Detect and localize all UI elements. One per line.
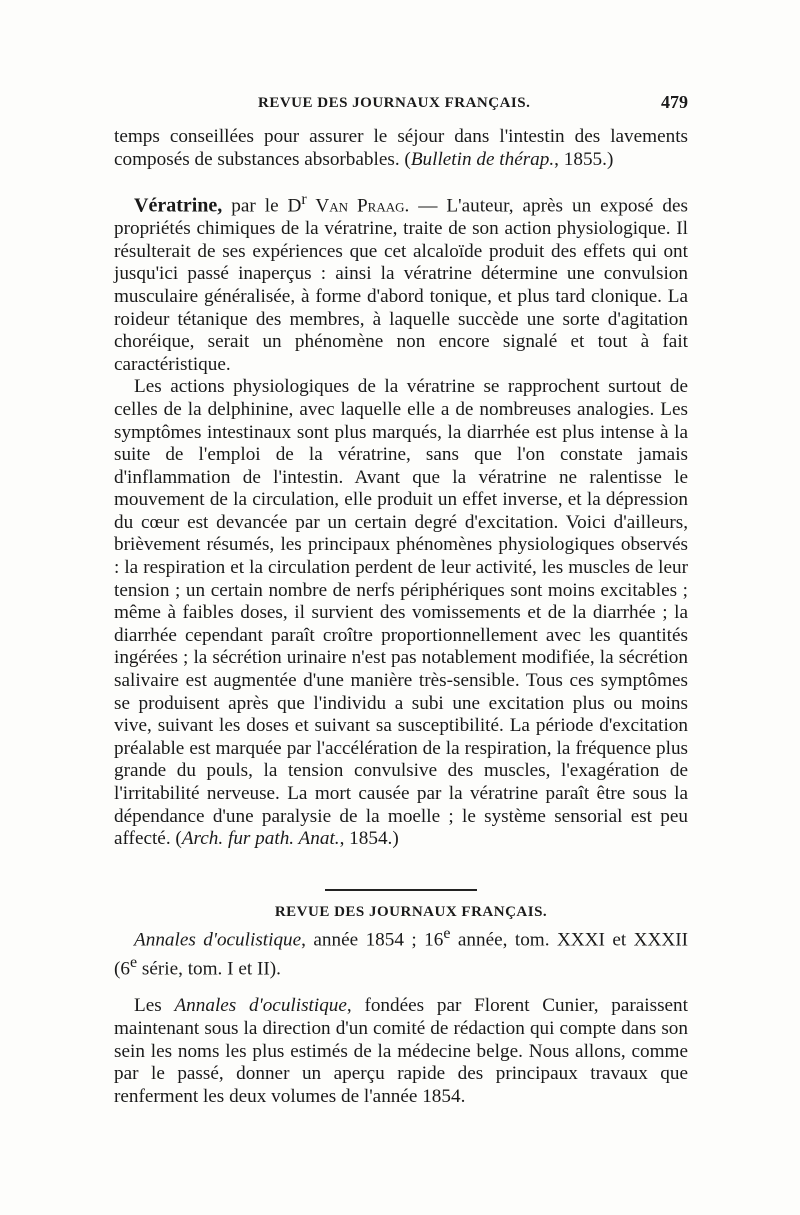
journal-title: Annales d'oculistique	[174, 995, 347, 1017]
running-title: REVUE DES JOURNAUX FRANÇAIS.	[258, 95, 531, 111]
annales-paragraph: Les Annales d'oculistique, fondées par Florent Cunier, paraissent maintenant sous la direction d'un comité de rédaction qui compte dans son sein les noms les plus estimés de la médecine belge. Nous allons, comme par le passé, donner un aperçu rapide des principaux travaux que renferment les deux volumes de l'année 1854.	[114, 995, 688, 1107]
article-veratrine-paragraph: Vératrine, par le $D^r$ Van Praag. — L'auteur, après un exposé des propriétés chimiques de la vératrine, traite de son action physiologique. Il résulterait de ses expériences que cet alcaloïde produit des effets qui ont jusqu'ici passé inaperçus : ainsi la vératrine détermine une convulsion musculaire généralisée, à forme d'abord tonique, et plus tard clonique. La roideur tétanique des membres, à laquelle succède une sorte d'agitation choréique, serait un phénomène non encore signalé et tout à fait caractéristique.	[114, 191, 688, 375]
annales-title-paragraph: Annales d'oculistique, année 1854 ; 16e année, tom. XXXI et XXXII (6e série, tom. I et II).	[114, 925, 688, 980]
page-number: 479	[661, 92, 688, 112]
article-heading: Vératrine,	[134, 194, 223, 217]
separator-rule	[325, 889, 477, 891]
continuation-paragraph: temps conseillées pour assurer le séjour dans l'intestin des lavements composés de substances absorbables. (Bulletin de thérap., 1855.)	[114, 126, 688, 170]
citation: Bulletin de thérap.	[410, 148, 555, 170]
citation: Arch. fur path. Anat.	[181, 828, 340, 850]
paragraph-gap	[114, 171, 688, 189]
section-separator	[114, 851, 688, 901]
body-text	[114, 126, 688, 1108]
section-heading: REVUE DES JOURNAUX FRANÇAIS.	[274, 903, 548, 920]
paragraph-gap	[114, 981, 688, 995]
running-head	[118, 92, 688, 119]
article-veratrine-paragraph-2: Les actions physiologiques de la vératrine se rapprochent surtout de celles de la delphinine, avec laquelle elle a de nombreuses analogies. Les symptômes intestinaux sont plus marqués, la diarrhée est plus intense à la suite de l'emploi de la vératrine, sans que l'on constate jamais d'inflammation de l'intestin. Avant que la vératrine ne ralentisse le mouvement de la circulation, elle produit un effet inverse, et la dépression du cœur est devancée par un certain degré d'excitation. Voici d'ailleurs, brièvement résumés, les principaux phénomènes physiologiques observés : la respiration et la circulation perdent de leur activité, les muscles de leur tension ; un certain nombre de nerfs périphériques sont moins excitables ; même à faibles doses, il survient des vomissements et de la diarrhée ; la diarrhée cependant paraît croître proportionnellement avec les quantités ingérées ; la sécrétion urinaire n'est pas notablement modifiée, la sécrétion salivaire est augmentée d'une manière très-sensible. Tous ces symptômes se produisent après que l'individu a subi une excitation plus ou moins vive, suivant les doses et suivant sa susceptibilité. La période d'excitation préalable est marquée par l'accélération de la respiration, la fréquence plus grande du pouls, la tension convulsive des muscles, l'exagération de l'irritabilité nerveuse. La mort causée par la vératrine paraît être sous la dépendance d'une paralysie de la moelle ; le système sensorial est peu affecté. (Arch. fur path. Anat., 1854.)	[114, 376, 688, 850]
author-name: Van Praag.	[306, 195, 410, 217]
journal-title: Annales d'oculistique	[134, 929, 302, 951]
